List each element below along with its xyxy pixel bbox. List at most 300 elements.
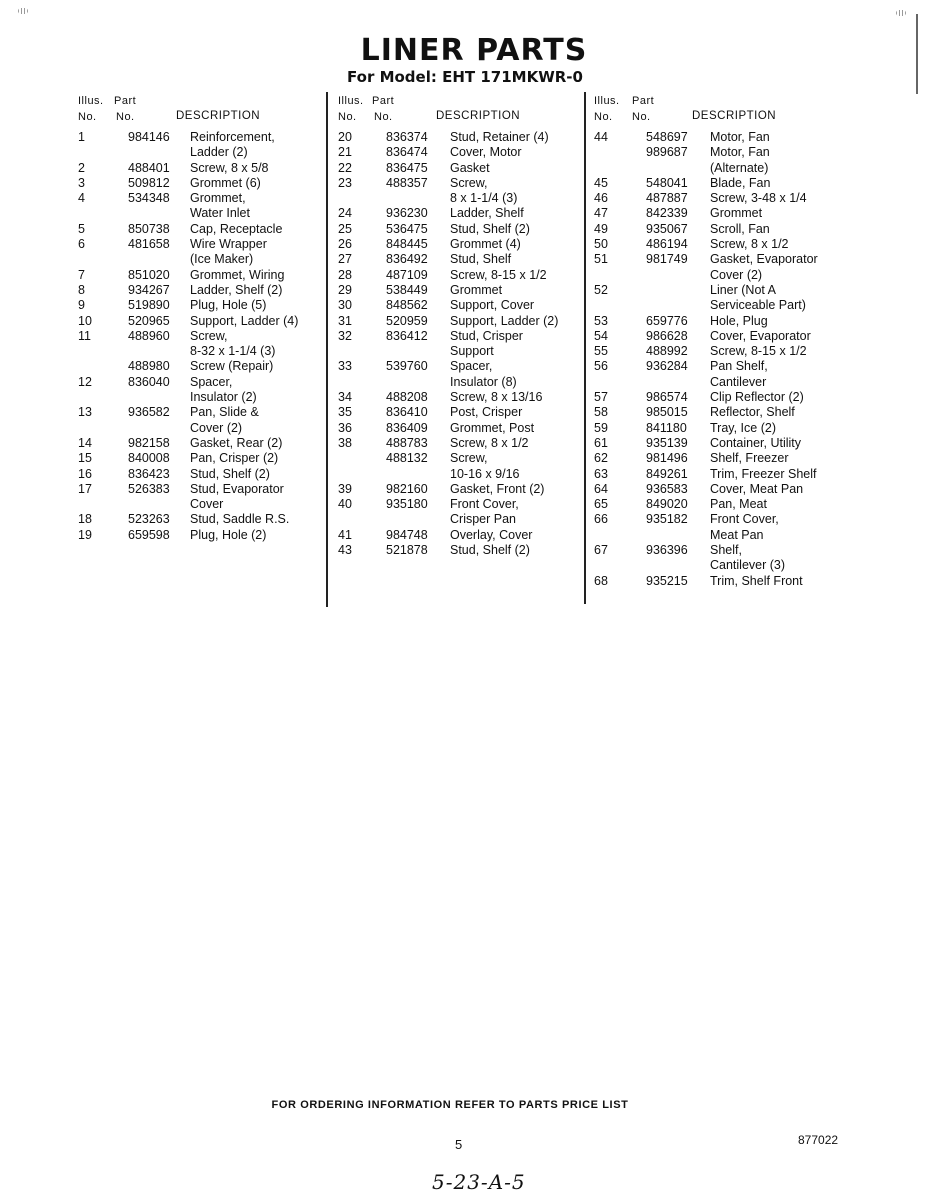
illus-number: 66 [594,512,608,527]
parts-column-2 [338,92,582,558]
part-number: 521878 [386,543,428,558]
scan-speck [18,8,28,14]
illus-number: 52 [594,282,608,297]
illus-number: 57 [594,390,608,405]
part-row [338,268,582,283]
part-number: 548041 [646,175,688,190]
part-description [190,237,324,268]
part-number: 520965 [128,313,170,328]
illus-number: 18 [78,512,92,527]
part-description [450,222,582,237]
description-line: Screw, [190,328,228,343]
description-line: Gasket, Front (2) [450,481,545,496]
description-line: Plug, Hole (5) [190,298,267,313]
illus-number: 24 [338,206,352,221]
part-number: 488401 [128,160,170,175]
part-number: 984146 [128,130,170,144]
description-line: 10-16 x 9/16 [450,466,520,481]
part-description [450,359,582,390]
description-line: Support, Cover [450,298,535,313]
part-description [190,329,324,360]
part-number: 534348 [128,191,170,206]
description-line: Stud, Shelf (2) [190,466,270,481]
scan-speck [896,10,906,16]
part-description [190,268,324,283]
illus-number: 22 [338,160,352,175]
description-line: Screw, 8-15 x 1/2 [450,267,547,282]
description-line: Cover, Meat Pan [710,481,804,496]
part-number: 986628 [646,328,688,343]
illus-number: 59 [594,420,608,435]
handwritten-note: 5-23-A-5 [432,1170,526,1194]
part-row [78,298,324,313]
part-number: 935139 [646,435,688,450]
illus-number: 27 [338,252,352,267]
description-line: Wire Wrapper [190,237,267,252]
part-row [594,543,844,574]
description-line: Cantilever [710,374,767,389]
part-description [710,222,844,237]
description-line: Support [450,344,494,359]
description-line: Cap, Receptacle [190,221,283,236]
part-number: 849020 [646,497,688,512]
part-row [338,161,582,176]
illus-number: 29 [338,282,352,297]
part-number: 488980 [128,359,170,374]
part-number: 836474 [386,145,428,160]
description-line: Screw, 8 x 13/16 [450,390,543,405]
part-row [594,145,844,176]
part-row [594,482,844,497]
part-description [450,543,582,558]
description-line: Stud, Evaporator [190,481,284,496]
description-line: Grommet [710,206,763,221]
illus-number: 53 [594,313,608,328]
part-description [450,329,582,360]
part-description [450,176,582,207]
part-row [338,421,582,436]
part-description [450,451,582,482]
part-description [710,359,844,390]
part-row [338,176,582,207]
illus-number: 54 [594,328,608,343]
description-line: Ladder (2) [190,145,248,160]
part-number: 509812 [128,175,170,190]
part-description [710,329,844,344]
description-line: Plug, Hole (2) [190,527,267,542]
part-description [450,436,582,451]
illus-number: 19 [78,527,92,542]
header-illus-label: Illus. [78,95,104,107]
part-description [450,528,582,543]
part-number: 548697 [646,130,688,144]
part-description [450,497,582,528]
part-number: 851020 [128,267,170,282]
illus-number: 36 [338,420,352,435]
part-description [710,145,844,176]
part-row [338,543,582,558]
part-number: 989687 [646,145,688,160]
part-row [78,528,324,543]
part-row [594,512,844,543]
part-row [594,176,844,191]
part-number: 486194 [646,237,688,252]
illus-number: 31 [338,313,352,328]
illus-number: 5 [78,221,85,236]
description-line: Motor, Fan [710,130,770,144]
illus-number: 21 [338,145,352,160]
description-line: Grommet, Post [450,420,535,435]
part-description [710,512,844,543]
description-line: Overlay, Cover [450,527,533,542]
illus-number: 4 [78,191,85,206]
part-row [594,329,844,344]
part-number: 487109 [386,267,428,282]
description-line: Front Cover, [710,512,779,527]
part-description [450,206,582,221]
description-line: Grommet (4) [450,237,521,252]
part-row [78,222,324,237]
part-number: 836410 [386,405,428,420]
description-line: (Alternate) [710,160,769,175]
illus-number: 46 [594,191,608,206]
description-line: Water Inlet [190,206,250,221]
illus-number: 3 [78,175,85,190]
part-description [450,145,582,160]
description-line: Ladder, Shelf [450,206,524,221]
illus-number: 47 [594,206,608,221]
part-description [710,130,844,145]
part-description [450,482,582,497]
part-row [338,237,582,252]
part-number: 935182 [646,512,688,527]
part-row [338,206,582,221]
description-line: Reinforcement, [190,130,275,144]
parts-column-3 [594,92,844,589]
header-part-label: Part [372,95,395,107]
part-description [710,543,844,574]
part-row [78,176,324,191]
part-row [78,314,324,329]
part-row [78,359,324,374]
description-line: Pan, Meat [710,497,767,512]
part-description [710,206,844,221]
illus-number: 26 [338,237,352,252]
part-row [338,405,582,420]
illus-number: 63 [594,466,608,481]
header-illus-label: Illus. [594,95,620,107]
illus-number: 41 [338,527,352,542]
part-number: 539760 [386,359,428,374]
part-description [710,390,844,405]
part-number: 985015 [646,405,688,420]
part-number: 850738 [128,221,170,236]
part-number: 981749 [646,252,688,267]
part-row [594,421,844,436]
part-description [190,283,324,298]
illus-number: 11 [78,328,91,343]
description-line: Pan, Crisper (2) [190,451,279,466]
description-line: Gasket, Evaporator [710,252,818,267]
illus-number: 39 [338,481,352,496]
description-line: Shelf, [710,543,742,558]
part-row [78,482,324,513]
part-description [710,252,844,283]
page-title: LINER PARTS [360,33,588,68]
part-description [190,314,324,329]
page-number: 5 [455,1137,463,1152]
part-row [338,436,582,451]
description-line: Screw, 8 x 1/2 [710,237,789,252]
part-number: 519890 [128,298,170,313]
part-number: 842339 [646,206,688,221]
header-part-no-label: No. [116,111,135,123]
description-line: 8-32 x 1-1/4 (3) [190,344,276,359]
part-number: 841180 [646,420,687,435]
part-row [78,268,324,283]
description-line: Pan Shelf, [710,359,768,374]
part-number: 488992 [646,344,688,359]
column-divider [326,92,328,607]
illus-number: 1 [78,130,85,144]
illus-number: 50 [594,237,608,252]
illus-number: 44 [594,130,608,144]
part-row [594,497,844,512]
part-row [338,390,582,405]
part-description [710,436,844,451]
illus-number: 68 [594,573,608,588]
part-row [594,467,844,482]
description-line: Cover, Evaporator [710,328,811,343]
part-number: 836374 [386,130,428,144]
part-row [338,130,582,145]
description-line: Support, Ladder (2) [450,313,559,328]
header-description-label: DESCRIPTION [436,110,521,122]
part-description [190,359,324,374]
column-header [78,92,324,130]
part-number: 488960 [128,328,170,343]
illus-number: 12 [78,374,92,389]
part-number: 520959 [386,313,428,328]
illus-number: 49 [594,221,608,236]
part-number: 935067 [646,221,688,236]
page-subtitle: For Model: EHT 171MKWR-0 [347,68,583,86]
part-row [338,329,582,360]
description-line: Insulator (2) [190,390,257,405]
illus-number: 43 [338,543,352,558]
part-number: 936583 [646,481,688,496]
part-description [190,130,324,161]
column-header [594,92,844,130]
part-description [450,268,582,283]
header-part-label: Part [632,95,655,107]
part-number: 836412 [386,328,428,343]
part-description [710,344,844,359]
part-row [594,283,844,314]
description-line: Shelf, Freezer [710,451,789,466]
part-row [78,191,324,222]
part-description [710,405,844,420]
illus-number: 10 [78,313,92,328]
illus-number: 64 [594,481,608,496]
description-line: (Ice Maker) [190,252,254,267]
description-line: 8 x 1-1/4 (3) [450,191,518,206]
part-number: 934267 [128,282,170,297]
part-row [338,451,582,482]
description-line: Grommet (6) [190,175,261,190]
part-description [190,482,324,513]
part-row [594,451,844,466]
description-line: Insulator (8) [450,374,517,389]
part-number: 986574 [646,390,688,405]
illus-number: 28 [338,267,352,282]
part-description [710,482,844,497]
illus-number: 14 [78,435,92,450]
part-row [594,405,844,420]
illus-number: 15 [78,451,92,466]
part-number: 936396 [646,543,688,558]
document-number: 877022 [798,1133,839,1147]
part-description [450,283,582,298]
part-number: 936582 [128,405,170,420]
part-description [450,252,582,267]
illus-number: 61 [594,435,608,450]
description-line: Meat Pan [710,527,764,542]
description-line: Scroll, Fan [710,221,770,236]
part-row [594,344,844,359]
description-line: Screw, 3-48 x 1/4 [710,191,807,206]
part-row [78,130,324,161]
part-description [190,176,324,191]
description-line: Ladder, Shelf (2) [190,282,283,297]
part-description [190,298,324,313]
part-row [338,252,582,267]
part-description [190,467,324,482]
part-number: 836423 [128,466,170,481]
description-line: Cover, Motor [450,145,522,160]
part-number: 488208 [386,390,428,405]
illus-number: 45 [594,175,608,190]
part-row [594,359,844,390]
description-line: Stud, Retainer (4) [450,130,549,144]
part-row [338,222,582,237]
description-line: Screw, 8-15 x 1/2 [710,344,807,359]
part-row [78,436,324,451]
illus-number: 16 [78,466,92,481]
part-description [190,375,324,406]
illus-number: 56 [594,359,608,374]
part-row [78,237,324,268]
part-row [78,451,324,466]
part-row [594,574,844,589]
description-line: Stud, Crisper [450,328,523,343]
description-line: Stud, Shelf (2) [450,221,530,236]
description-line: Stud, Saddle R.S. [190,512,290,527]
part-row [338,298,582,313]
illus-number: 32 [338,328,352,343]
part-description [710,421,844,436]
part-number: 526383 [128,481,170,496]
description-line: Front Cover, [450,497,519,512]
part-number: 982158 [128,435,170,450]
illus-number: 2 [78,160,85,175]
part-description [710,574,844,589]
description-line: Screw, 8 x 5/8 [190,160,269,175]
part-number: 935215 [646,573,688,588]
illus-number: 25 [338,221,352,236]
description-line: Trim, Freezer Shelf [710,466,817,481]
part-row [338,283,582,298]
description-line: Container, Utility [710,435,802,450]
part-number: 488132 [386,451,428,466]
part-row [594,222,844,237]
part-number: 538449 [386,282,428,297]
description-line: Serviceable Part) [710,298,806,313]
part-description [190,161,324,176]
part-description [190,436,324,451]
illus-number: 35 [338,405,352,420]
part-row [78,467,324,482]
description-line: Grommet [450,282,503,297]
part-number: 836040 [128,374,170,389]
part-number: 848445 [386,237,428,252]
illus-number: 8 [78,282,85,297]
part-description [710,191,844,206]
part-description [450,161,582,176]
part-number: 659598 [128,527,170,542]
description-line: Gasket, Rear (2) [190,435,283,450]
part-row [78,512,324,527]
part-number: 935180 [386,497,428,512]
part-row [594,390,844,405]
illus-number: 23 [338,175,352,190]
part-description [710,237,844,252]
part-number: 481658 [128,237,170,252]
part-number: 840008 [128,451,170,466]
part-description [190,451,324,466]
part-row [78,405,324,436]
part-row [594,191,844,206]
part-row [594,206,844,221]
description-line: Liner (Not A [710,282,777,297]
illus-number: 40 [338,497,352,512]
illus-number: 62 [594,451,608,466]
description-line: Support, Ladder (4) [190,313,299,328]
description-line: Clip Reflector (2) [710,390,804,405]
part-description [190,191,324,222]
part-row [594,130,844,145]
part-number: 488357 [386,175,428,190]
description-line: Crisper Pan [450,512,516,527]
part-row [338,497,582,528]
description-line: Stud, Shelf (2) [450,543,530,558]
part-row [338,359,582,390]
part-row [78,329,324,360]
part-number: 982160 [386,481,428,496]
illus-number: 55 [594,344,608,359]
part-description [450,405,582,420]
part-number: 536475 [386,221,428,236]
description-line: Cantilever (3) [710,558,786,573]
description-line: Spacer, [190,374,233,389]
illus-number: 17 [78,481,92,496]
part-description [450,298,582,313]
description-line: Spacer, [450,359,493,374]
part-number: 487887 [646,191,688,206]
description-line: Gasket [450,160,490,175]
header-description-label: DESCRIPTION [176,110,261,122]
illus-number: 30 [338,298,352,313]
